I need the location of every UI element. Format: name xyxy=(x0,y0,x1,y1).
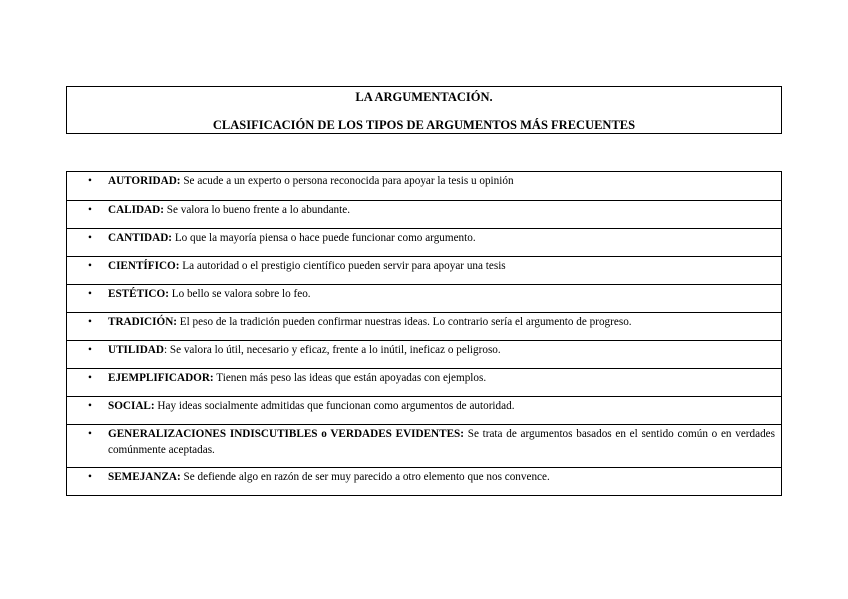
item-description: Se acude a un experto o persona reconocida para apoyar la tesis u opinión xyxy=(180,175,514,187)
item-term: AUTORIDAD: xyxy=(108,175,181,187)
list-item-cantidad xyxy=(67,228,781,256)
page-subtitle: CLASIFICACIÓN DE LOS TIPOS DE ARGUMENTOS MÁS FRECUENTES xyxy=(212,118,636,132)
bullet-icon: • xyxy=(88,316,92,328)
list-item-cientifico xyxy=(67,256,781,284)
argument-types-table xyxy=(66,171,782,496)
item-term: GENERALIZACIONES INDISCUTIBLES o VERDADES EVIDENTES: xyxy=(108,428,464,440)
list-item-estetico xyxy=(67,284,781,312)
item-description: Tienen más peso las ideas que están apoyadas con ejemplos. xyxy=(213,372,487,384)
title-box xyxy=(66,86,782,134)
page-title: LA ARGUMENTACIÓN. xyxy=(355,90,493,104)
list-item-autoridad xyxy=(67,172,781,200)
item-description: Lo que la mayoría piensa o hace puede funcionar como argumento. xyxy=(172,232,476,244)
item-description: Hay ideas socialmente admitidas que funcionan como argumentos de autoridad. xyxy=(154,400,515,412)
list-item-tradicion xyxy=(67,312,781,340)
item-description: : Se valora lo útil, necesario y eficaz, frente a lo inútil, ineficaz o peligroso. xyxy=(163,344,501,356)
bullet-icon: • xyxy=(88,260,92,272)
item-term: CANTIDAD: xyxy=(108,232,173,244)
list-item-ejemplificador xyxy=(67,368,781,396)
bullet-icon: • xyxy=(88,372,92,384)
bullet-icon: • xyxy=(88,204,92,216)
item-term: SEMEJANZA: xyxy=(108,471,181,483)
list-item-social xyxy=(67,396,781,424)
bullet-icon: • xyxy=(88,428,92,440)
item-term: ESTÉTICO: xyxy=(108,288,169,300)
bullet-icon: • xyxy=(88,400,92,412)
bullet-icon: • xyxy=(88,232,92,244)
item-description: El peso de la tradición pueden confirmar nuestras ideas. Lo contrario sería el argumento de progreso. xyxy=(177,316,632,328)
bullet-icon: • xyxy=(88,344,92,356)
item-term: CALIDAD: xyxy=(108,204,164,216)
item-term: SOCIAL: xyxy=(108,400,155,412)
list-item-generalizaciones xyxy=(67,424,781,467)
item-term: EJEMPLIFICADOR: xyxy=(108,372,214,384)
item-description: La autoridad o el prestigio científico pueden servir para apoyar una tesis xyxy=(179,260,506,272)
item-description: Se defiende algo en razón de ser muy parecido a otro elemento que nos convence. xyxy=(180,471,550,483)
item-description: Lo bello se valora sobre lo feo. xyxy=(168,288,311,300)
bullet-icon: • xyxy=(88,175,92,187)
list-item-calidad xyxy=(67,200,781,228)
bullet-icon: • xyxy=(88,471,92,483)
item-description: Se trata de argumentos basados en el sentido común o en verdades comúnmente aceptadas. xyxy=(108,428,776,456)
bullet-icon: • xyxy=(88,288,92,300)
item-term: TRADICIÓN: xyxy=(108,316,177,328)
item-term: CIENTÍFICO: xyxy=(108,260,180,272)
item-term: UTILIDAD xyxy=(108,344,164,356)
list-item-utilidad xyxy=(67,340,781,368)
item-description: Se valora lo bueno frente a lo abundante. xyxy=(163,204,351,216)
list-item-semejanza xyxy=(67,467,781,495)
